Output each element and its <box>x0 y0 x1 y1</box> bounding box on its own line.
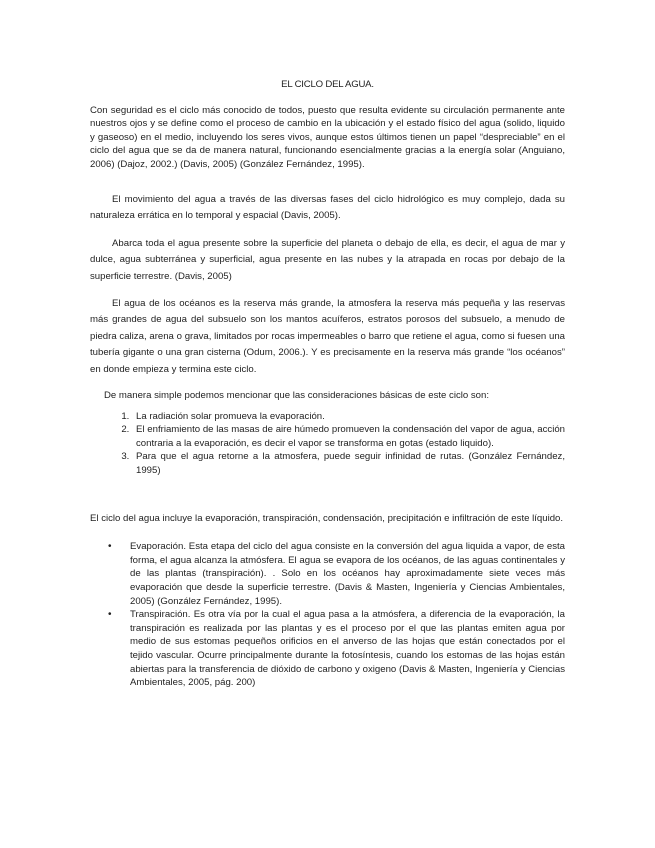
list-item: 1. La radiación solar promueva la evaporación. <box>132 410 565 424</box>
paragraph-scope: Abarca toda el agua presente sobre la superficie del planeta o debajo de ella, es decir, el agua de mar y dulce, agua subterránea y superficial, agua presente en las nubes y la atrapada en rocas por debajo de la superficie terrestre. (Davis, 2005) <box>90 237 565 282</box>
intro-paragraph: Con seguridad es el ciclo más conocido de todos, puesto que resulta evidente su circulación permanente ante nuestros ojos y se define como el proceso de cambio en la ubicación y el estado físico del agua (solido, liquido y gaseoso) en el medio, incluyendo los seres vivos, aunque estos últimos tienen un papel “despreciable” en el ciclo del agua que se da de manera natural, funcionando esencialmente gracias a la energía solar (Anguiano, 2006) (Dajoz, 2002.) (Davis, 2005) (González Fernández, 1995). <box>90 104 565 170</box>
paragraph-reserves: El agua de los océanos es la reserva más grande, la atmosfera la reserva más pequeña y las reservas más grandes de agua del subsuelo son los mantos acuíferos, estratos porosos del subsuelo, a menudo de piedra caliza, arena o grava, limitados por rocas impermeables o barro que retiene el agua, como si fuesen una tubería gigante o una gran cisterna (Odum, 2006.). Y es precisamente en la reserva más grande “los océanos” en donde empieza y termina este ciclo. <box>90 298 565 375</box>
considerations-lead: De manera simple podemos mencionar que las consideraciones básicas de este ciclo son: <box>104 390 490 402</box>
bullet-icon: • <box>108 541 112 553</box>
processes-list <box>90 540 565 690</box>
considerations-list <box>90 410 565 478</box>
list-item: 2. El enfriamiento de las masas de aire húmedo promueven la condensación del vapor de agua, acción contraria a la evaporación, es decir el vapor se transforma en gotas (estado liquido). <box>132 423 565 450</box>
list-item-evaporation <box>108 540 565 608</box>
paragraph-movement: El movimiento del agua a través de las diversas fases del ciclo hidrológico es muy complejo, dada su naturaleza errática en lo temporal y espacial (Davis, 2005). <box>90 193 565 222</box>
document-title: EL CICLO DEL AGUA. <box>281 79 374 90</box>
cycle-summary-paragraph: El ciclo del agua incluye la evaporación, transpiración, condensación, precipitación e infiltración de este líquido. <box>90 512 564 524</box>
process-text: Transpiración. Es otra vía por la cual el agua pasa a la atmósfera, a diferencia de la evaporación, la transpiración es realizada por las plantas y es el proceso por el que las plantas emiten agua por medio de sus estomas pequeños orificios en el anverso de las hojas que están conectados por el tejido vascular. Ocurre principalmente durante la fotosíntesis, cuando los estomas de las hojas están abiertas para la transferencia de dióxido de carbono y oxigeno (Davis & Masten, Ingeniería y Ciencias Ambientales, 2005, pág. 200) <box>130 609 565 689</box>
bullet-icon: • <box>108 609 112 621</box>
list-item: 3. Para que el agua retorne a la atmosfera, puede seguir infinidad de rutas. (González Fernández, 1995) <box>132 450 565 477</box>
list-item-transpiration <box>108 608 565 690</box>
process-text: Evaporación. Esta etapa del ciclo del agua consiste en la conversión del agua liquida a vapor, de esta forma, el agua alcanza la atmósfera. El agua se evapora de los océanos, de las aguas continentales y de las plantas (transpiración). . Solo en los océanos hay aproximadamente siete veces más evaporación que desde la superficie terrestre. (Davis & Masten, Ingeniería y Ciencias Ambientales, 2005) (González Fernández, 1995). <box>130 541 565 607</box>
